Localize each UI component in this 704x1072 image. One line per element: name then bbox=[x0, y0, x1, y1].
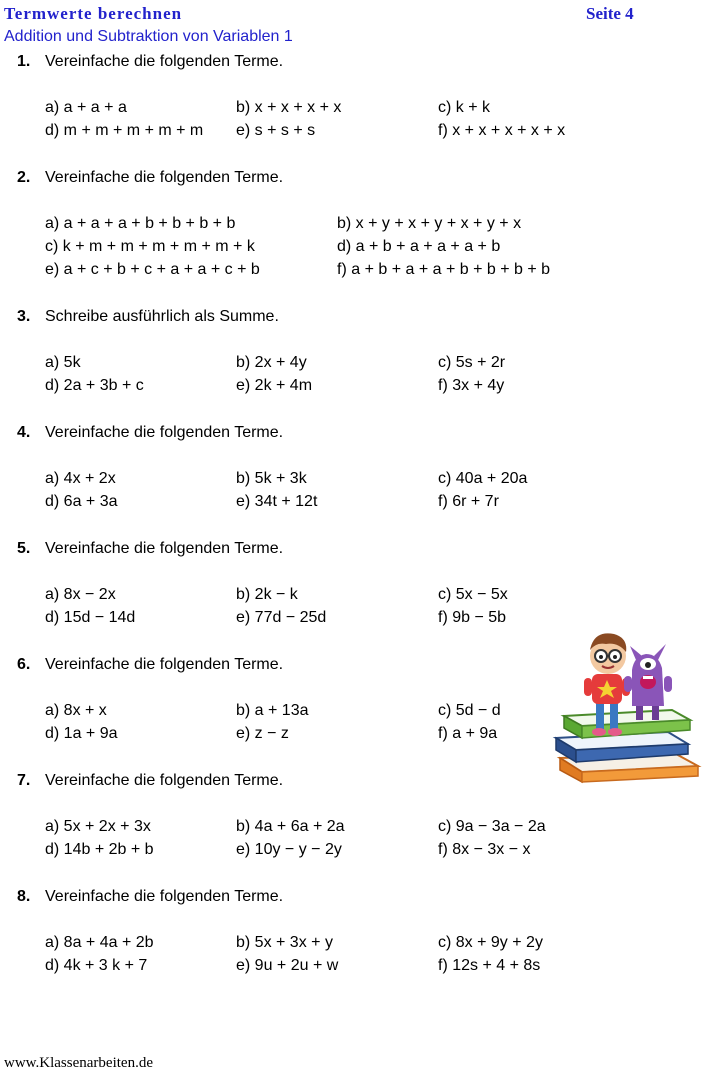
footer-source: www.Klassenarbeiten.de bbox=[4, 1055, 153, 1071]
exercise-item: f) 8x − 3x − x bbox=[438, 841, 531, 858]
exercise-item: a) 8x + x bbox=[45, 702, 107, 719]
task-instruction: Vereinfache die folgenden Terme. bbox=[45, 656, 284, 673]
exercise-item: f) 6r + 7r bbox=[438, 493, 499, 510]
task-number: 2. bbox=[17, 169, 31, 186]
page-title: Termwerte berechnen bbox=[4, 4, 183, 23]
task-instruction: Vereinfache die folgenden Terme. bbox=[45, 540, 284, 557]
exercise-item: c) 5x − 5x bbox=[438, 586, 508, 603]
exercise-item: e) 34t + 12t bbox=[236, 493, 318, 510]
exercise-item: c) 8x + 9y + 2y bbox=[438, 934, 543, 951]
task-number: 7. bbox=[17, 772, 31, 789]
task-instruction: Vereinfache die folgenden Terme. bbox=[45, 888, 284, 905]
exercise-item: b) 5k + 3k bbox=[236, 470, 307, 487]
exercise-item: e) s + s + s bbox=[236, 122, 316, 139]
exercise-item: b) x + x + x + x bbox=[236, 99, 342, 116]
exercise-item: c) 40a + 20a bbox=[438, 470, 528, 487]
exercise-item: a) 4x + 2x bbox=[45, 470, 116, 487]
exercise-item: d) a + b + a + a + a + b bbox=[337, 238, 501, 255]
task-instruction: Vereinfache die folgenden Terme. bbox=[45, 424, 284, 441]
task-instruction: Schreibe ausführlich als Summe. bbox=[45, 308, 279, 325]
exercise-item: e) 2k + 4m bbox=[236, 377, 313, 394]
exercise-item: b) a + 13a bbox=[236, 702, 309, 719]
task-instruction: Vereinfache die folgenden Terme. bbox=[45, 772, 284, 789]
exercise-item: d) 14b + 2b + b bbox=[45, 841, 154, 858]
exercise-item: f) a + 9a bbox=[438, 725, 498, 742]
exercise-item: c) 5d − d bbox=[438, 702, 501, 719]
exercise-item: a) 8a + 4a + 2b bbox=[45, 934, 154, 951]
exercise-item: a) 5x + 2x + 3x bbox=[45, 818, 151, 835]
task-number: 8. bbox=[17, 888, 31, 905]
exercise-item: a) 8x − 2x bbox=[45, 586, 116, 603]
exercise-item: c) 9a − 3a − 2a bbox=[438, 818, 546, 835]
exercise-item: b) 5x + 3x + y bbox=[236, 934, 333, 951]
exercise-item: b) 2k − k bbox=[236, 586, 298, 603]
exercise-item: e) 9u + 2u + w bbox=[236, 957, 339, 974]
exercise-item: e) 77d − 25d bbox=[236, 609, 327, 626]
exercise-item: b) 4a + 6a + 2a bbox=[236, 818, 345, 835]
exercise-item: d) 15d − 14d bbox=[45, 609, 136, 626]
task-number: 5. bbox=[17, 540, 31, 557]
exercise-item: e) z − z bbox=[236, 725, 289, 742]
exercise-item: c) k + k bbox=[438, 99, 491, 116]
exercise-item: a) a + a + a bbox=[45, 99, 127, 116]
task-instruction: Vereinfache die folgenden Terme. bbox=[45, 169, 284, 186]
task-number: 4. bbox=[17, 424, 31, 441]
task-number: 6. bbox=[17, 656, 31, 673]
exercise-item: d) 6a + 3a bbox=[45, 493, 118, 510]
exercise-item: f) x + x + x + x + x bbox=[438, 122, 566, 139]
page-subtitle: Addition und Subtraktion von Variablen 1 bbox=[4, 28, 293, 45]
exercise-item: e) 10y − y − 2y bbox=[236, 841, 342, 858]
task-instruction: Vereinfache die folgenden Terme. bbox=[45, 53, 284, 70]
exercise-item: c) k + m + m + m + m + m + k bbox=[45, 238, 255, 255]
exercise-item: a) a + a + a + b + b + b + b bbox=[45, 215, 236, 232]
exercise-item: d) 2a + 3b + c bbox=[45, 377, 144, 394]
exercise-item: e) a + c + b + c + a + a + c + b bbox=[45, 261, 260, 278]
task-number: 3. bbox=[17, 308, 31, 325]
books-kids-illustration bbox=[548, 620, 704, 790]
task-number: 1. bbox=[17, 53, 31, 70]
exercise-item: d) 4k + 3 k + 7 bbox=[45, 957, 148, 974]
exercise-item: f) 12s + 4 + 8s bbox=[438, 957, 541, 974]
page-number: Seite 4 bbox=[586, 4, 634, 23]
exercise-item: b) x + y + x + y + x + y + x bbox=[337, 215, 522, 232]
exercise-item: f) 9b − 5b bbox=[438, 609, 507, 626]
exercise-item: f) a + b + a + a + b + b + b + b bbox=[337, 261, 551, 278]
exercise-item: b) 2x + 4y bbox=[236, 354, 307, 371]
exercise-item: a) 5k bbox=[45, 354, 81, 371]
exercise-item: d) 1a + 9a bbox=[45, 725, 118, 742]
exercise-item: d) m + m + m + m + m bbox=[45, 122, 204, 139]
exercise-item: f) 3x + 4y bbox=[438, 377, 505, 394]
exercise-item: c) 5s + 2r bbox=[438, 354, 506, 371]
